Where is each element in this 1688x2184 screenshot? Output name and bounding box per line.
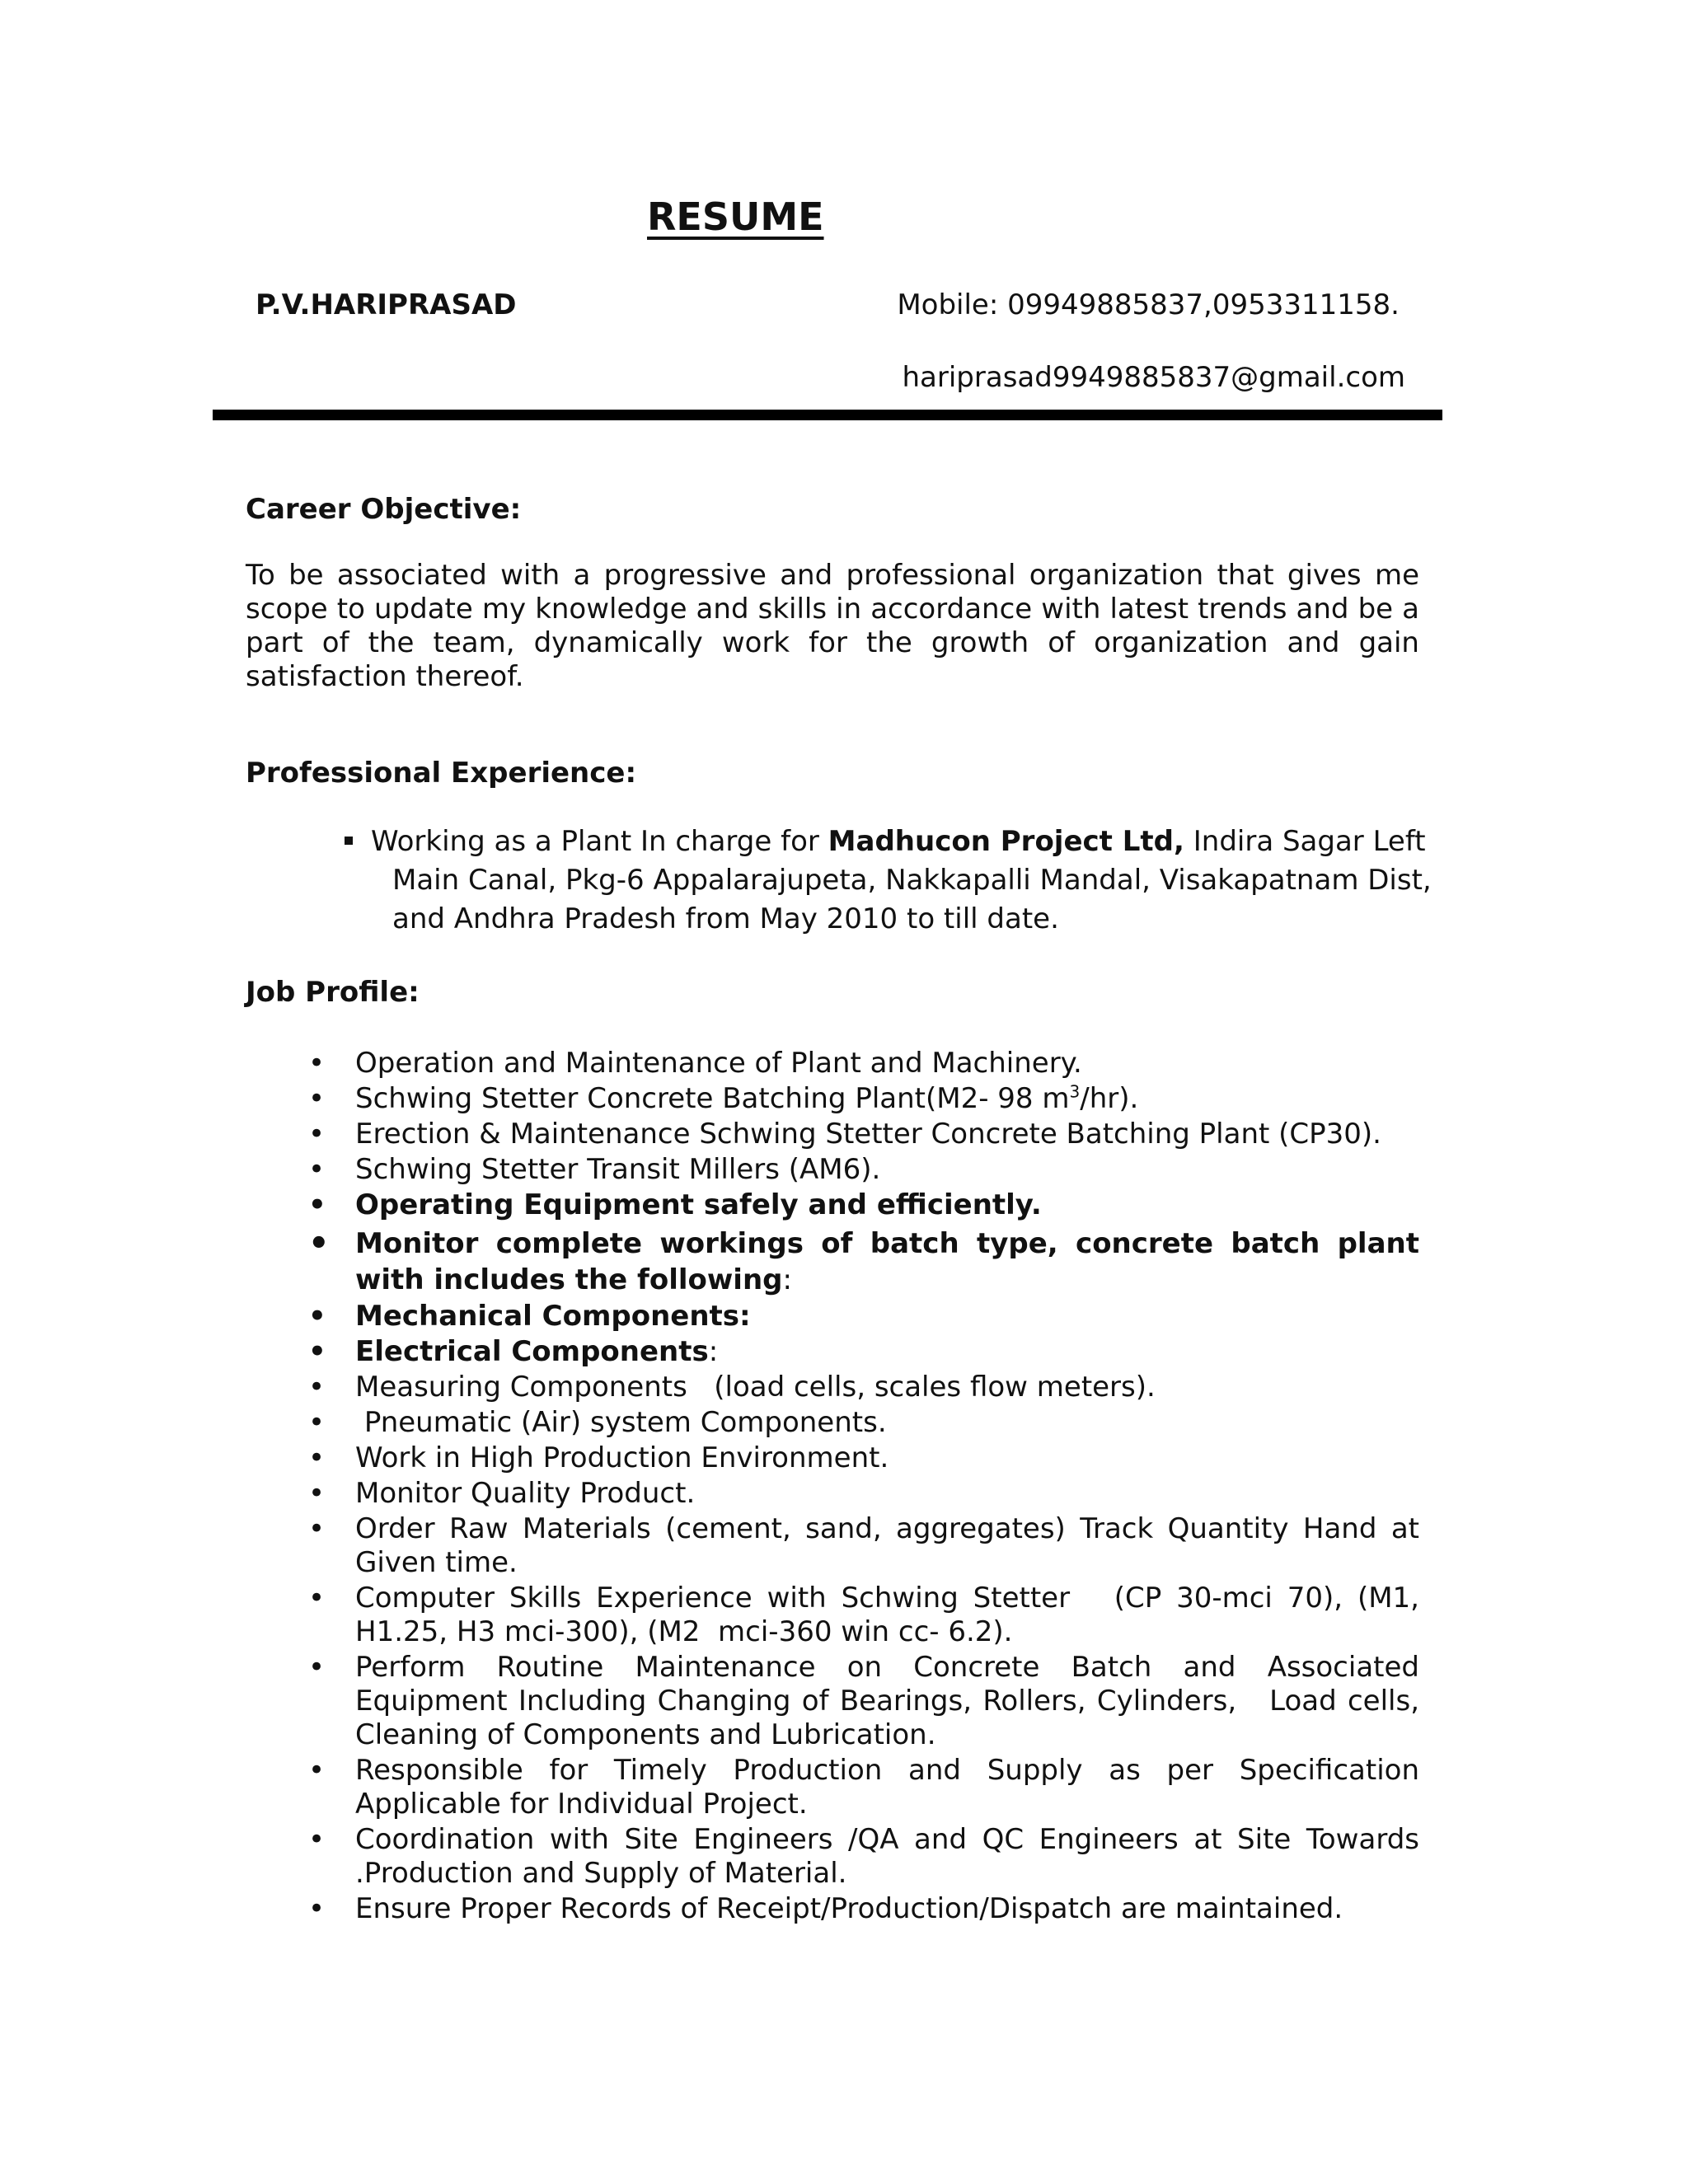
list-item-text: Computer Skills Experience with Schwing Stetter (CP 30-mci 70), (M1, H1.25, H3 mci-300), (M2 mci-360 win cc- 6.2). bbox=[355, 1582, 1428, 1648]
list-item-text: Order Raw Materials (cement, sand, aggregates) Track Quantity Hand at Given time. bbox=[355, 1512, 1419, 1579]
list-item bbox=[246, 1118, 1419, 1151]
experience-prefix: Working as a Plant In charge for bbox=[371, 825, 828, 858]
list-item-text: Work in High Production Environment. bbox=[355, 1441, 889, 1474]
list-item-text: Coordination with Site Engineers /QA and QC Engineers at Site Towards .Production and Supply of Material. bbox=[355, 1823, 1419, 1890]
resume-title: RESUME bbox=[647, 194, 824, 239]
job-profile-heading: Job Profile: bbox=[246, 976, 420, 1009]
list-item-text: Schwing Stetter Concrete Batching Plant(M2- 98 m bbox=[355, 1082, 1070, 1115]
list-item bbox=[246, 1153, 1419, 1187]
list-item bbox=[246, 1823, 1419, 1891]
experience-company: Madhucon Project Ltd, bbox=[828, 825, 1184, 858]
list-item bbox=[246, 1512, 1419, 1580]
list-item bbox=[246, 1226, 1419, 1298]
list-item-text: Mechanical Components: bbox=[355, 1300, 751, 1333]
list-item-text: Monitor complete workings of batch type, concrete batch plant with includes the following bbox=[355, 1227, 1419, 1296]
superscript: 3 bbox=[1069, 1081, 1081, 1102]
list-item-text: Measuring Components (load cells, scales flow meters). bbox=[355, 1371, 1156, 1404]
list-item-colon: : bbox=[782, 1263, 792, 1296]
list-item bbox=[246, 1371, 1419, 1404]
square-bullet-icon bbox=[345, 837, 353, 845]
list-item-colon: : bbox=[708, 1335, 719, 1368]
list-item bbox=[246, 1477, 1419, 1511]
professional-experience-heading: Professional Experience: bbox=[246, 757, 637, 790]
list-item bbox=[246, 1335, 1419, 1369]
list-item-text: Ensure Proper Records of Receipt/Production/Dispatch are maintained. bbox=[355, 1892, 1343, 1925]
career-objective-heading: Career Objective: bbox=[246, 493, 522, 526]
list-item-text: Electrical Components bbox=[355, 1335, 709, 1368]
experience-suffix: Indira Sagar Left Main Canal, Pkg-6 Appalarajupeta, Nakkapalli Mandal, Visakapatnam Dist, and Andhra Pradesh from May 2010 to till date. bbox=[392, 825, 1432, 935]
list-item-text: Pneumatic (Air) system Components. bbox=[355, 1406, 887, 1439]
list-item bbox=[246, 1082, 1419, 1116]
experience-entry bbox=[345, 823, 1467, 939]
list-item-text: Schwing Stetter Transit Millers (AM6). bbox=[355, 1153, 881, 1186]
list-item bbox=[246, 1754, 1419, 1821]
mobile-numbers: Mobile: 09949885837,0953311158. bbox=[897, 288, 1400, 321]
list-item-text-tail: /hr). bbox=[1080, 1082, 1139, 1115]
list-item bbox=[246, 1582, 1428, 1649]
list-item bbox=[246, 1892, 1419, 1926]
header-divider bbox=[213, 410, 1442, 420]
list-item bbox=[246, 1406, 1419, 1440]
list-item-text: Monitor Quality Product. bbox=[355, 1477, 696, 1510]
job-profile-list bbox=[246, 1047, 1428, 1928]
list-item-text: Erection & Maintenance Schwing Stetter Concrete Batching Plant (CP30). bbox=[355, 1118, 1381, 1151]
email-address: hariprasad9949885837@gmail.com bbox=[902, 361, 1405, 394]
career-objective-text: To be associated with a progressive and professional organization that gives me scope to update my knowledge and skills in accordance with latest trends and be a part of the team, dynamically work for the growth of organization and gain satisfaction thereof. bbox=[246, 559, 1419, 693]
list-item bbox=[246, 1047, 1419, 1080]
list-item-text: Operation and Maintenance of Plant and Machinery. bbox=[355, 1047, 1082, 1080]
list-item-text: Operating Equipment safely and efficiently. bbox=[355, 1188, 1042, 1221]
list-item bbox=[246, 1188, 1419, 1222]
candidate-name: P.V.HARIPRASAD bbox=[256, 288, 517, 321]
list-item bbox=[246, 1441, 1419, 1475]
list-item bbox=[246, 1651, 1428, 1752]
list-item-text: Perform Routine Maintenance on Concrete Batch and Associated Equipment Including Changing of Bearings, Rollers, Cylinders, Load cells, Cleaning of Components and Lubrication. bbox=[355, 1651, 1428, 1751]
list-item-text: Responsible for Timely Production and Supply as per Specification Applicable for Individual Project. bbox=[355, 1754, 1419, 1821]
list-item bbox=[246, 1300, 1419, 1333]
